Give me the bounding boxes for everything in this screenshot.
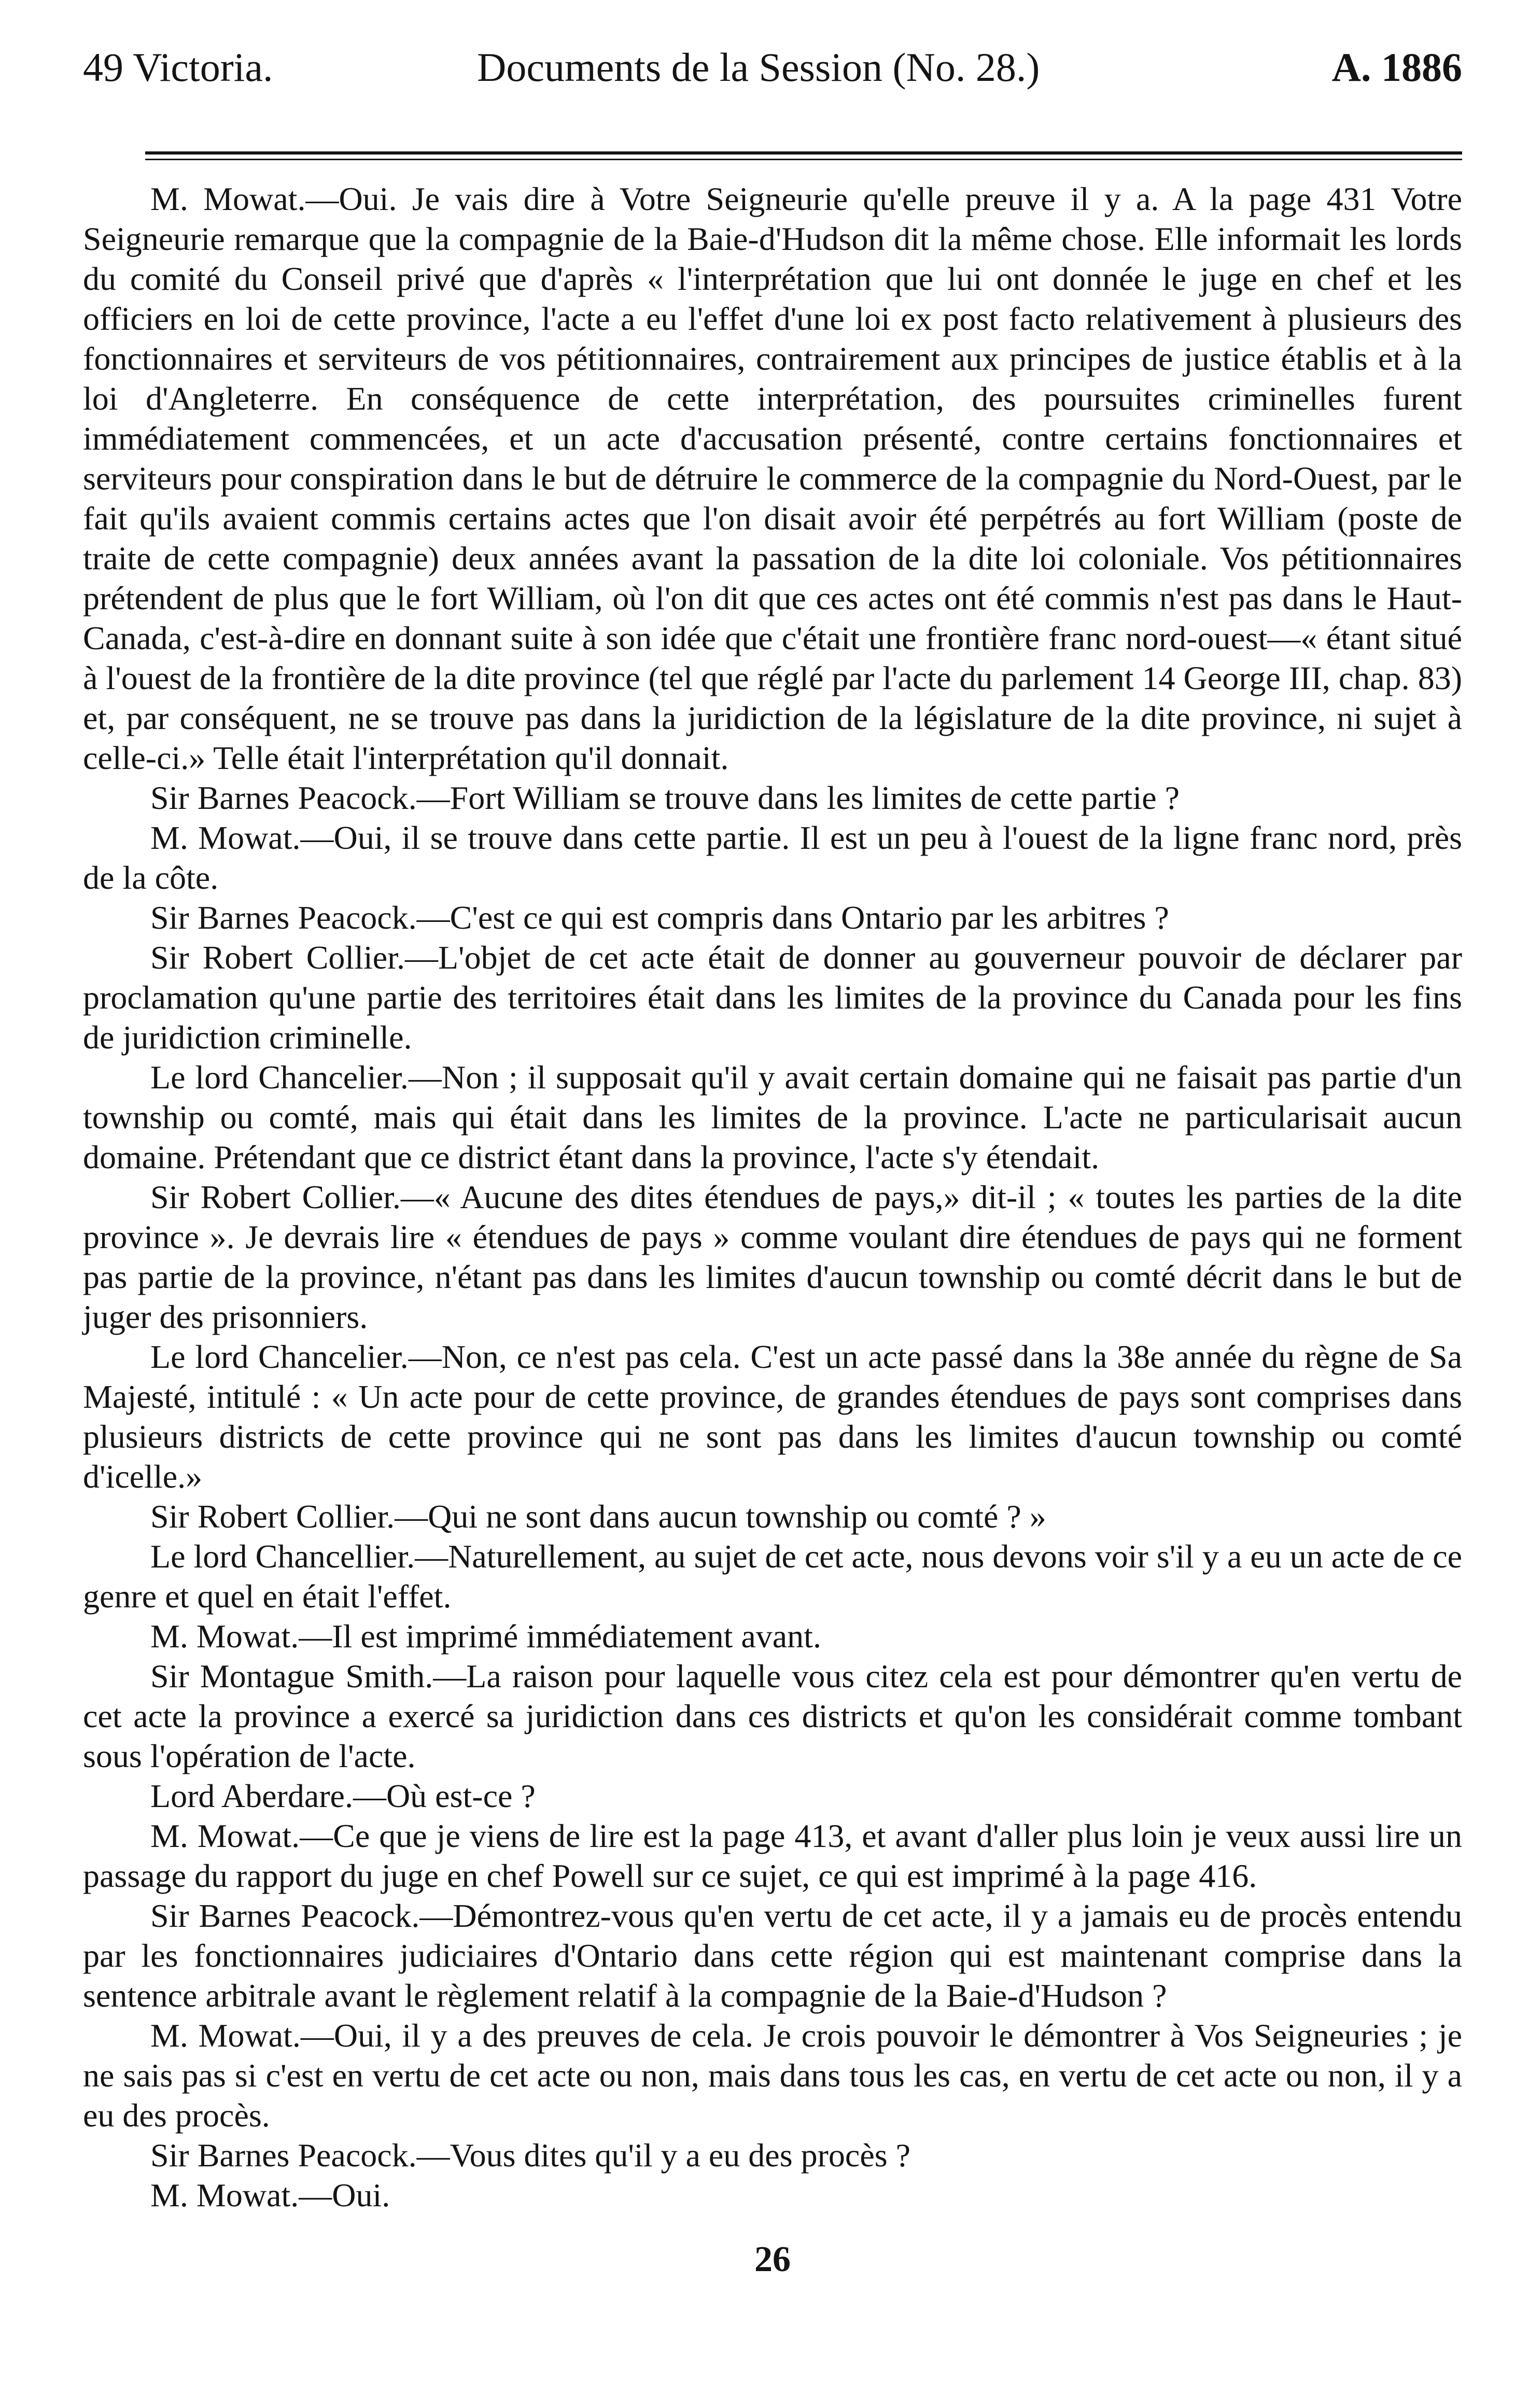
paragraph: Sir Barnes Peacock.—Fort William se trouve dans les limites de cette partie ? <box>150 779 1180 816</box>
header-rule-thin <box>145 159 1462 160</box>
paragraph: Sir Barnes Peacock.—Vous dites qu'il y a eu des procès ? <box>150 2137 911 2174</box>
paragraph: Sir Barnes Peacock.—C'est ce qui est compris dans Ontario par les arbitres ? <box>150 899 1169 936</box>
body-text <box>83 179 1462 2215</box>
paragraph: M. Mowat.—Ce que je viens de lire est la page 413, et avant d'aller plus loin je veux aussi lire un passage du rapport du juge en chef Powell sur ce sujet, ce qui est imprimé à la page 416. <box>83 1817 1462 1894</box>
paragraph: M. Mowat.—Oui. <box>150 2177 390 2214</box>
header-title: Documents de la Session (No. 28.) <box>477 45 1040 90</box>
header-rule-thick <box>145 151 1462 155</box>
paragraph: Sir Robert Collier.—Qui ne sont dans aucun township ou comté ? » <box>150 1498 1046 1535</box>
paragraph: M. Mowat.—Il est imprimé immédiatement avant. <box>150 1618 821 1655</box>
document-page <box>83 0 1462 2408</box>
paragraph: Sir Robert Collier.—« Aucune des dites étendues de pays,» dit-il ; « toutes les parties de la dite province ». Je devrais lire « étendues de pays » comme voulant dire étendues de pays qui ne forment pas partie de la province, n'étant pas dans les limites d'aucun township ou comté décrit dans le but de juger des prisonniers. <box>83 1179 1462 1335</box>
paragraph: M. Mowat.—Oui, il se trouve dans cette partie. Il est un peu à l'ouest de la ligne franc nord, près de la côte. <box>83 819 1462 896</box>
paragraph: Sir Montague Smith.—La raison pour laquelle vous citez cela est pour démontrer qu'en vertu de cet acte la province a exercé sa juridiction dans ces districts et qu'on les considérait comme tombant sous l'opération de l'acte. <box>83 1658 1462 1774</box>
paragraph: Le lord Chancellier.—Naturellement, au sujet de cet acte, nous devons voir s'il y a eu un acte de ce genre et quel en était l'effet. <box>83 1538 1462 1615</box>
paragraph: Sir Robert Collier.—L'objet de cet acte était de donner au gouverneur pouvoir de déclarer par proclamation qu'une partie des territoires était dans les limites de la province du Canada pour les fins de juridiction criminelle. <box>83 939 1462 1056</box>
paragraph: M. Mowat.—Oui, il y a des preuves de cela. Je crois pouvoir le démontrer à Vos Seigneuries ; je ne sais pas si c'est en vertu de cet acte ou non, mais dans tous les cas, en vertu de cet acte ou non, il y a eu des procès. <box>83 2017 1462 2134</box>
paragraph: Sir Barnes Peacock.—Démontrez-vous qu'en vertu de cet acte, il y a jamais eu de procès entendu par les fonctionnaires judiciaires d'Ontario dans cette région qui est maintenant comprise dans la sentence arbitrale avant le règlement relatif à la compagnie de la Baie-d'Hudson ? <box>83 1897 1462 2014</box>
paragraph: M. Mowat.—Oui. Je vais dire à Votre Seigneurie qu'elle preuve il y a. A la page 431 Votre Seigneurie remarque que la compagnie de la Baie-d'Hudson dit la même chose. Elle informait les lords du comité du Conseil privé que d'après « l'interprétation que lui ont donnée le juge en chef et les officiers en loi de cette province, l'acte a eu l'effet d'une loi ex post facto relativement à plusieurs des fonctionnaires et serviteurs de vos pétitionnaires, contrairement aux principes de justice établis et à la loi d'Angleterre. En conséquence de cette interprétation, des poursuites criminelles furent immédiatement commencées, et un acte d'accusation présenté, contre certains fonctionnaires et serviteurs pour conspiration dans le but de détruire le commerce de la compagnie du Nord-Ouest, par le fait qu'ils avaient commis certains actes que l'on disait avoir été perpétrés au fort William (poste de traite de cette compagnie) deux années avant la passation de la dite loi coloniale. Vos pétitionnaires prétendent de plus que le fort William, où l'on dit que ces actes ont été commis n'est pas dans le Haut-Canada, c'est-à-dire en donnant suite à son idée que c'était une frontière franc nord-ouest—« étant situé à l'ouest de la frontière de la dite province (tel que réglé par l'acte du parlement 14 George III, chap. 83) et, par conséquent, ne se trouve pas dans la juridiction de la législature de la dite province, ni sujet à celle-ci.» Telle était l'interprétation qu'il donnait. <box>83 180 1462 776</box>
paragraph: Le lord Chancelier.—Non, ce n'est pas cela. C'est un acte passé dans la 38e année du règne de Sa Majesté, intitulé : « Un acte pour de cette province, de grandes étendues de pays sont comprises dans plusieurs districts de cette province qui ne sont pas dans les limites d'aucun township ou comté d'icelle.» <box>83 1338 1462 1495</box>
paragraph: Lord Aberdare.—Où est-ce ? <box>150 1777 536 1814</box>
paragraph: Le lord Chancelier.—Non ; il supposait qu'il y avait certain domaine qui ne faisait pas partie d'un township ou comté, mais qui était dans les limites de la province. L'acte ne particularisait aucun domaine. Prétendant que ce district étant dans la province, l'acte s'y étendait. <box>83 1059 1462 1175</box>
header-volume: 49 Victoria. <box>83 45 273 90</box>
running-header <box>83 29 1462 96</box>
header-year: A. 1886 <box>1331 45 1462 90</box>
page-number: 26 <box>754 2239 791 2279</box>
